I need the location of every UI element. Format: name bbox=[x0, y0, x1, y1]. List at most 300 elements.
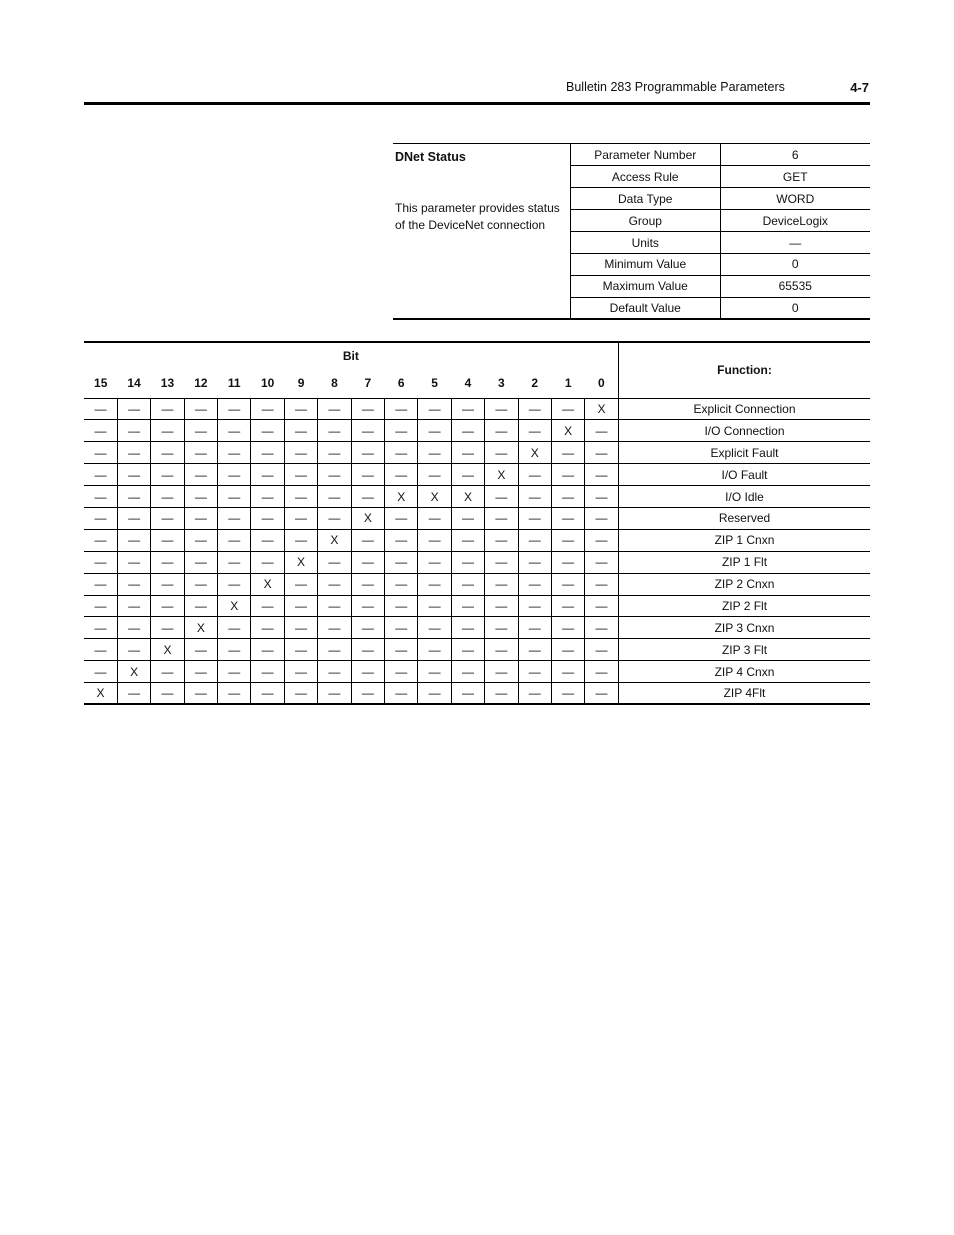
function-label: ZIP 3 Flt bbox=[618, 639, 870, 661]
bit-cell: X bbox=[184, 617, 217, 639]
bit-number: 0 bbox=[585, 369, 618, 398]
bit-cell: — bbox=[451, 573, 484, 595]
bit-cell: — bbox=[151, 398, 184, 420]
bit-cell: — bbox=[284, 464, 317, 486]
bit-cell: — bbox=[318, 420, 351, 442]
bit-cell: — bbox=[551, 639, 584, 661]
bit-cell: — bbox=[485, 507, 518, 529]
bit-cell: — bbox=[551, 507, 584, 529]
bit-cell: — bbox=[485, 529, 518, 551]
bit-cell: — bbox=[451, 442, 484, 464]
bit-cell: — bbox=[218, 486, 251, 508]
parameter-row-label: Parameter Number bbox=[571, 144, 720, 166]
page-number: 4-7 bbox=[850, 80, 869, 95]
parameter-row-label: Group bbox=[571, 210, 720, 232]
bit-cell: — bbox=[151, 551, 184, 573]
bit-cell: — bbox=[184, 486, 217, 508]
function-label: ZIP 2 Cnxn bbox=[618, 573, 870, 595]
bit-cell: — bbox=[451, 683, 484, 705]
bit-cell: — bbox=[418, 420, 451, 442]
bit-cell: — bbox=[351, 617, 384, 639]
bit-row bbox=[84, 507, 870, 529]
bit-cell: — bbox=[385, 661, 418, 683]
function-label: ZIP 1 Cnxn bbox=[618, 529, 870, 551]
bit-cell: — bbox=[284, 507, 317, 529]
bit-cell: — bbox=[184, 551, 217, 573]
bit-cell: — bbox=[251, 617, 284, 639]
bit-number: 4 bbox=[451, 369, 484, 398]
bit-cell: — bbox=[518, 486, 551, 508]
bit-cell: — bbox=[318, 573, 351, 595]
bit-cell: — bbox=[551, 464, 584, 486]
bit-cell: — bbox=[385, 573, 418, 595]
bit-cell: — bbox=[318, 442, 351, 464]
bit-cell: — bbox=[184, 595, 217, 617]
bit-cell: — bbox=[151, 464, 184, 486]
function-label: ZIP 4 Cnxn bbox=[618, 661, 870, 683]
bit-number: 13 bbox=[151, 369, 184, 398]
bit-number: 1 bbox=[551, 369, 584, 398]
parameter-row bbox=[571, 253, 870, 275]
bit-cell: — bbox=[151, 442, 184, 464]
bit-cell: — bbox=[218, 529, 251, 551]
bit-cell: — bbox=[518, 639, 551, 661]
bit-cell: — bbox=[351, 464, 384, 486]
bit-number: 7 bbox=[351, 369, 384, 398]
parameter-row bbox=[571, 232, 870, 254]
bit-cell: — bbox=[351, 683, 384, 705]
function-label: Reserved bbox=[618, 507, 870, 529]
bit-row bbox=[84, 486, 870, 508]
bit-number: 8 bbox=[318, 369, 351, 398]
bit-cell: — bbox=[151, 573, 184, 595]
parameter-row-label: Minimum Value bbox=[571, 253, 720, 275]
bit-cell: — bbox=[318, 507, 351, 529]
bit-cell: X bbox=[151, 639, 184, 661]
bit-cell: — bbox=[585, 661, 618, 683]
bit-cell: — bbox=[151, 420, 184, 442]
bit-cell: X bbox=[218, 595, 251, 617]
bit-cell: — bbox=[251, 464, 284, 486]
bit-cell: — bbox=[251, 420, 284, 442]
bit-row bbox=[84, 420, 870, 442]
parameter-row-label: Data Type bbox=[571, 188, 720, 210]
bit-cell: — bbox=[151, 683, 184, 705]
function-header: Function: bbox=[618, 342, 870, 398]
parameter-row-value: 0 bbox=[720, 253, 870, 275]
bit-cell: — bbox=[84, 507, 117, 529]
bit-cell: — bbox=[518, 551, 551, 573]
bit-cell: — bbox=[284, 683, 317, 705]
bit-cell: — bbox=[351, 595, 384, 617]
bit-cell: — bbox=[551, 551, 584, 573]
bit-cell: — bbox=[184, 420, 217, 442]
bit-cell: — bbox=[551, 595, 584, 617]
parameter-row-value: GET bbox=[720, 166, 870, 188]
bit-cell: — bbox=[84, 573, 117, 595]
bit-cell: — bbox=[84, 464, 117, 486]
bit-cell: — bbox=[318, 486, 351, 508]
bit-cell: X bbox=[318, 529, 351, 551]
bit-cell: — bbox=[385, 683, 418, 705]
bit-cell: — bbox=[551, 661, 584, 683]
bit-cell: — bbox=[184, 529, 217, 551]
bit-cell: — bbox=[585, 464, 618, 486]
bit-cell: — bbox=[284, 420, 317, 442]
bit-cell: — bbox=[151, 486, 184, 508]
bit-cell: — bbox=[485, 398, 518, 420]
function-label: I/O Connection bbox=[618, 420, 870, 442]
bit-cell: — bbox=[518, 398, 551, 420]
bit-cell: — bbox=[385, 464, 418, 486]
bit-cell: — bbox=[117, 529, 150, 551]
bit-cell: — bbox=[318, 683, 351, 705]
bit-number: 6 bbox=[385, 369, 418, 398]
bit-cell: — bbox=[451, 595, 484, 617]
parameter-row-value: WORD bbox=[720, 188, 870, 210]
parameter-box bbox=[393, 143, 870, 320]
bit-cell: — bbox=[518, 573, 551, 595]
bit-cell: — bbox=[218, 617, 251, 639]
bit-cell: — bbox=[84, 551, 117, 573]
bit-cell: — bbox=[84, 442, 117, 464]
bit-cell: — bbox=[184, 398, 217, 420]
bit-cell: X bbox=[117, 661, 150, 683]
bit-cell: — bbox=[117, 639, 150, 661]
bit-cell: — bbox=[284, 617, 317, 639]
bit-cell: — bbox=[218, 507, 251, 529]
bit-cell: — bbox=[418, 507, 451, 529]
bit-cell: — bbox=[251, 683, 284, 705]
parameter-row bbox=[571, 275, 870, 297]
bit-cell: — bbox=[251, 661, 284, 683]
parameter-row bbox=[571, 210, 870, 232]
bit-cell: — bbox=[351, 551, 384, 573]
parameter-row bbox=[571, 188, 870, 210]
bit-cell: — bbox=[518, 661, 551, 683]
bit-cell: — bbox=[418, 398, 451, 420]
bit-cell: — bbox=[318, 595, 351, 617]
bit-cell: — bbox=[585, 529, 618, 551]
bit-cell: — bbox=[117, 398, 150, 420]
bit-cell: — bbox=[451, 464, 484, 486]
bit-cell: — bbox=[451, 420, 484, 442]
bit-cell: — bbox=[184, 639, 217, 661]
bit-cell: — bbox=[151, 507, 184, 529]
bit-cell: — bbox=[218, 683, 251, 705]
bit-cell: — bbox=[485, 639, 518, 661]
bit-cell: X bbox=[585, 398, 618, 420]
bit-cell: — bbox=[218, 464, 251, 486]
bit-cell: — bbox=[385, 398, 418, 420]
bit-cell: — bbox=[585, 442, 618, 464]
bit-cell: — bbox=[84, 639, 117, 661]
bit-cell: — bbox=[385, 529, 418, 551]
function-label: ZIP 4Flt bbox=[618, 683, 870, 705]
bit-cell: X bbox=[518, 442, 551, 464]
bit-cell: — bbox=[218, 661, 251, 683]
bit-cell: — bbox=[518, 683, 551, 705]
bit-cell: — bbox=[585, 551, 618, 573]
bit-header: Bit bbox=[342, 349, 359, 363]
bit-cell: — bbox=[418, 661, 451, 683]
bit-cell: — bbox=[485, 595, 518, 617]
bit-cell: — bbox=[551, 442, 584, 464]
bit-cell: — bbox=[151, 617, 184, 639]
bit-number: 12 bbox=[184, 369, 217, 398]
parameter-row-value: — bbox=[720, 232, 870, 254]
bit-cell: — bbox=[385, 507, 418, 529]
bit-cell: — bbox=[418, 442, 451, 464]
parameter-row bbox=[571, 144, 870, 166]
bit-number: 14 bbox=[117, 369, 150, 398]
bit-row bbox=[84, 529, 870, 551]
bit-cell: — bbox=[251, 595, 284, 617]
bit-cell: — bbox=[418, 683, 451, 705]
bit-cell: — bbox=[485, 617, 518, 639]
bit-cell: X bbox=[351, 507, 384, 529]
bit-cell: — bbox=[284, 639, 317, 661]
bit-cell: — bbox=[84, 529, 117, 551]
bit-cell: — bbox=[251, 529, 284, 551]
bit-cell: — bbox=[218, 442, 251, 464]
bit-number: 9 bbox=[284, 369, 317, 398]
parameter-row bbox=[571, 297, 870, 319]
parameter-properties-table bbox=[571, 144, 870, 319]
bit-cell: — bbox=[351, 398, 384, 420]
bit-cell: — bbox=[117, 617, 150, 639]
bit-cell: X bbox=[284, 551, 317, 573]
bit-cell: — bbox=[218, 639, 251, 661]
bit-cell: — bbox=[418, 551, 451, 573]
bit-cell: — bbox=[184, 442, 217, 464]
bit-cell: — bbox=[385, 595, 418, 617]
bit-cell: — bbox=[585, 573, 618, 595]
bit-cell: X bbox=[418, 486, 451, 508]
bit-cell: — bbox=[451, 639, 484, 661]
bit-cell: — bbox=[117, 486, 150, 508]
bit-cell: — bbox=[351, 420, 384, 442]
bit-cell: — bbox=[418, 464, 451, 486]
function-label: ZIP 2 Flt bbox=[618, 595, 870, 617]
bit-number: 5 bbox=[418, 369, 451, 398]
bit-cell: — bbox=[184, 661, 217, 683]
bit-cell: — bbox=[585, 420, 618, 442]
bit-cell: — bbox=[551, 573, 584, 595]
bit-cell: — bbox=[418, 529, 451, 551]
bit-cell: — bbox=[551, 683, 584, 705]
bit-cell: — bbox=[485, 573, 518, 595]
bit-cell: X bbox=[385, 486, 418, 508]
bit-cell: — bbox=[518, 420, 551, 442]
bit-row bbox=[84, 573, 870, 595]
bit-cell: — bbox=[485, 683, 518, 705]
parameter-row-value: 65535 bbox=[720, 275, 870, 297]
bit-cell: — bbox=[351, 661, 384, 683]
bit-cell: — bbox=[117, 442, 150, 464]
bit-cell: — bbox=[251, 486, 284, 508]
bit-number: 10 bbox=[251, 369, 284, 398]
parameter-row-label: Access Rule bbox=[571, 166, 720, 188]
bit-cell: — bbox=[251, 639, 284, 661]
bit-cell: — bbox=[485, 442, 518, 464]
parameter-info bbox=[393, 144, 571, 319]
bit-cell: — bbox=[151, 595, 184, 617]
bit-cell: — bbox=[385, 639, 418, 661]
bit-cell: X bbox=[485, 464, 518, 486]
bit-cell: — bbox=[218, 420, 251, 442]
bit-cell: — bbox=[585, 683, 618, 705]
bit-cell: — bbox=[284, 442, 317, 464]
bit-cell: — bbox=[84, 420, 117, 442]
bit-cell: — bbox=[218, 398, 251, 420]
bit-row bbox=[84, 639, 870, 661]
bit-cell: X bbox=[551, 420, 584, 442]
bit-cell: — bbox=[117, 507, 150, 529]
function-label: Explicit Fault bbox=[618, 442, 870, 464]
function-label: ZIP 3 Cnxn bbox=[618, 617, 870, 639]
bit-cell: — bbox=[518, 529, 551, 551]
parameter-row bbox=[571, 166, 870, 188]
bit-cell: — bbox=[318, 398, 351, 420]
bit-function-table bbox=[84, 341, 870, 705]
bit-cell: — bbox=[451, 661, 484, 683]
bit-cell: — bbox=[284, 573, 317, 595]
bit-cell: — bbox=[318, 661, 351, 683]
function-label: ZIP 1 Flt bbox=[618, 551, 870, 573]
header-title: Bulletin 283 Programmable Parameters bbox=[566, 80, 785, 94]
bit-cell: — bbox=[385, 617, 418, 639]
bit-cell: — bbox=[184, 683, 217, 705]
bit-cell: — bbox=[184, 573, 217, 595]
bit-cell: — bbox=[351, 442, 384, 464]
bit-cell: — bbox=[451, 617, 484, 639]
bit-cell: — bbox=[251, 442, 284, 464]
bit-number: 2 bbox=[518, 369, 551, 398]
bit-row bbox=[84, 661, 870, 683]
bit-cell: — bbox=[518, 617, 551, 639]
bit-cell: — bbox=[251, 398, 284, 420]
bit-cell: — bbox=[485, 661, 518, 683]
bit-cell: — bbox=[585, 639, 618, 661]
bit-cell: — bbox=[551, 486, 584, 508]
bit-cell: — bbox=[151, 661, 184, 683]
bit-cell: — bbox=[418, 617, 451, 639]
bit-cell: — bbox=[351, 573, 384, 595]
bit-cell: — bbox=[451, 529, 484, 551]
parameter-description: This parameter provides status of the DeviceNet connection bbox=[395, 201, 560, 232]
bit-number: 15 bbox=[84, 369, 117, 398]
parameter-row-label: Default Value bbox=[571, 297, 720, 319]
bit-row bbox=[84, 398, 870, 420]
bit-cell: — bbox=[385, 551, 418, 573]
bit-cell: — bbox=[117, 420, 150, 442]
bit-row bbox=[84, 617, 870, 639]
bit-cell: — bbox=[318, 617, 351, 639]
bit-cell: — bbox=[84, 595, 117, 617]
function-label: I/O Fault bbox=[618, 464, 870, 486]
bit-cell: — bbox=[218, 573, 251, 595]
parameter-row-value: 0 bbox=[791, 301, 799, 316]
bit-cell: — bbox=[184, 507, 217, 529]
bit-cell: — bbox=[151, 529, 184, 551]
bit-cell: — bbox=[351, 486, 384, 508]
bit-cell: — bbox=[451, 551, 484, 573]
bit-cell: — bbox=[585, 595, 618, 617]
bit-cell: — bbox=[284, 595, 317, 617]
bit-cell: — bbox=[284, 529, 317, 551]
bit-row bbox=[84, 595, 870, 617]
bit-row bbox=[84, 683, 870, 705]
bit-cell: — bbox=[518, 595, 551, 617]
parameter-row-value: 6 bbox=[720, 144, 870, 166]
bit-cell: — bbox=[418, 639, 451, 661]
bit-cell: — bbox=[84, 398, 117, 420]
parameter-name: DNet Status bbox=[395, 150, 466, 164]
parameter-row-label: Units bbox=[571, 232, 720, 254]
bit-cell: — bbox=[351, 639, 384, 661]
bit-row bbox=[84, 464, 870, 486]
parameter-row-value: DeviceLogix bbox=[720, 210, 870, 232]
bit-cell: — bbox=[485, 486, 518, 508]
bit-cell: — bbox=[117, 595, 150, 617]
bit-row bbox=[84, 442, 870, 464]
bit-cell: — bbox=[585, 486, 618, 508]
bit-cell: — bbox=[485, 551, 518, 573]
bit-cell: — bbox=[117, 573, 150, 595]
bit-cell: — bbox=[318, 639, 351, 661]
bit-cell: — bbox=[218, 551, 251, 573]
parameter-row-label: Maximum Value bbox=[571, 275, 720, 297]
bit-cell: — bbox=[251, 551, 284, 573]
bit-cell: — bbox=[551, 398, 584, 420]
bit-cell: — bbox=[251, 507, 284, 529]
function-label: Explicit Connection bbox=[618, 398, 870, 420]
bit-cell: — bbox=[551, 617, 584, 639]
bit-cell: X bbox=[451, 486, 484, 508]
bit-number: 11 bbox=[218, 369, 251, 398]
bit-cell: — bbox=[418, 573, 451, 595]
bit-cell: — bbox=[117, 683, 150, 705]
bit-cell: — bbox=[318, 464, 351, 486]
bit-cell: — bbox=[284, 398, 317, 420]
bit-cell: — bbox=[117, 551, 150, 573]
bit-cell: — bbox=[551, 529, 584, 551]
bit-number: 3 bbox=[485, 369, 518, 398]
bit-cell: — bbox=[418, 595, 451, 617]
bit-cell: — bbox=[184, 464, 217, 486]
bit-cell: — bbox=[451, 507, 484, 529]
bit-cell: — bbox=[451, 398, 484, 420]
bit-cell: — bbox=[385, 420, 418, 442]
bit-cell: — bbox=[585, 617, 618, 639]
bit-cell: — bbox=[318, 551, 351, 573]
bit-cell: — bbox=[284, 661, 317, 683]
page-header bbox=[84, 79, 870, 105]
bit-cell: — bbox=[585, 507, 618, 529]
bit-cell: X bbox=[96, 686, 105, 701]
bit-cell: — bbox=[351, 529, 384, 551]
bit-cell: — bbox=[518, 464, 551, 486]
bit-cell: — bbox=[84, 661, 117, 683]
bit-cell: — bbox=[117, 464, 150, 486]
bit-row bbox=[84, 551, 870, 573]
bit-cell: X bbox=[251, 573, 284, 595]
bit-cell: — bbox=[284, 486, 317, 508]
bit-cell: — bbox=[485, 420, 518, 442]
bit-cell: — bbox=[385, 442, 418, 464]
bit-cell: — bbox=[518, 507, 551, 529]
